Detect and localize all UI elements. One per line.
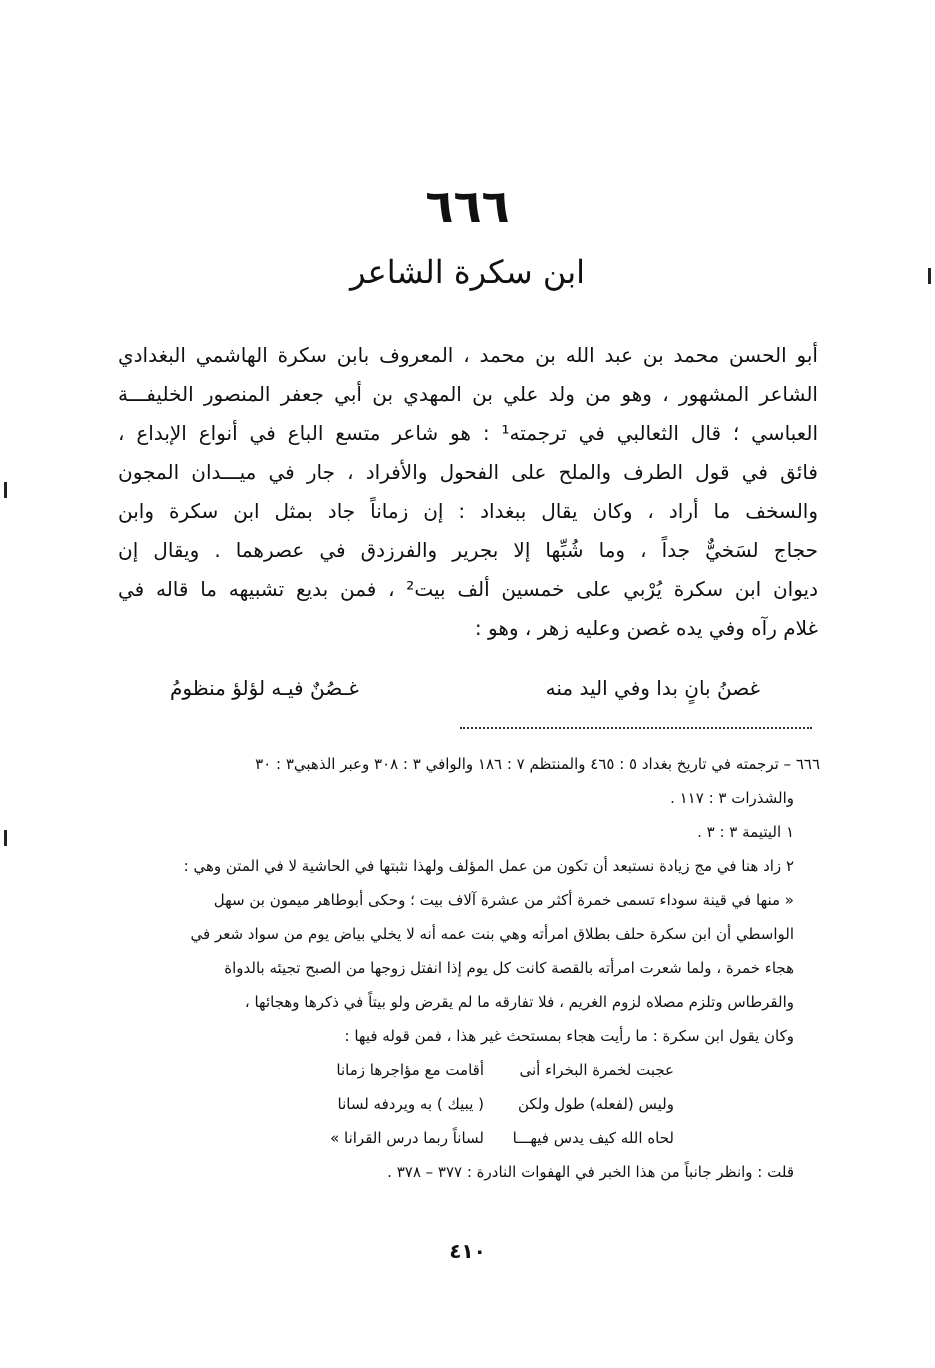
body-line: حجاج لسَخيٌّ جداً ، وما شُبِّها إلا بجرير والفرزدق في عصرهما . ويقال إن — [118, 538, 818, 562]
body-line: الشاعر المشهور ، وهو من ولد علي بن المهدي بن أبي جعفر المنصور الخليفـــة — [118, 382, 818, 406]
footnote-2-line: ٢ زاد هنا في مج زيادة نستبعد أن تكون من عمل المؤلف ولهذا نثبتها في الحاشية لا في المتن وهي : — [183, 857, 794, 875]
footnote-2-line: والقرطاس وتلزم مصلاه لزوم الغريم ، فلا تفارقه ما لم يقرض ولو بيتاً في ذكرها وهجائها ، — [244, 993, 794, 1011]
poem-row — [112, 1087, 674, 1121]
poem-second-hemistich: أقامت مع مؤاجرها زمانا — [336, 1061, 484, 1079]
footnote-poem — [112, 1053, 820, 1155]
reference-line: ٦٦٦ – ترجمته في تاريخ بغداد ٥ : ٤٦٥ والمنتظم ٧ : ١٨٦ والوافي ٣ : ٣٠٨ وعبر الذهبي٣ : ٣٠ — [255, 755, 820, 773]
page-number: ٤١٠ — [449, 1239, 486, 1263]
poem-row — [112, 1053, 674, 1087]
body-line: العباسي ؛ قال الثعالبي في ترجمته¹ : هو شاعر متسع الباع في أنواع الإبداع ، — [118, 421, 818, 445]
poem-second-hemistich: لساناً ربما درس القرانا » — [330, 1129, 484, 1147]
poem-first-hemistich: لحاه الله كيف يدس فيهـــا — [512, 1129, 674, 1147]
scan-edge-mark — [928, 268, 931, 284]
footnote-closing: قلت : وانظر جانباً من هذا الخبر في الهفوات النادرة : ٣٧٧ – ٣٧٨ . — [387, 1163, 794, 1181]
footnote-2-line: الواسطي أن ابن سكرة حلف بطلاق امرأته وهي بنت عمه أنه لا يخلي بياض يوم من سواد شعر في — [190, 925, 794, 943]
footnote-2-line: « منها في قينة سوداء تسمى خمرة أكثر من عشرة آلاف بيت ؛ وحكى أبوطاهر ميمون بن سهل — [213, 891, 794, 909]
reference-line: والشذرات ٣ : ١١٧ . — [670, 789, 794, 807]
body-line: ديوان ابن سكرة يُرْبي على خمسين ألف بيت² ، فمن بديع تشبيهه ما قاله في — [118, 577, 818, 601]
body-line: غلام رآه وفي يده غصن وعليه زهر ، وهو : — [474, 616, 818, 640]
entry-number: ٦٦٦ — [425, 179, 510, 233]
poem-first-hemistich: وليس (لفعله) طول ولكن — [518, 1095, 674, 1113]
scan-edge-mark — [4, 482, 7, 498]
scan-edge-mark — [4, 830, 7, 846]
main-text — [118, 336, 818, 648]
poem-second-hemistich: ( يبيك ) به ويردفه لسانا — [337, 1095, 484, 1113]
verse — [170, 668, 760, 708]
footnote-1: ١ اليتيمة ٣ : ٣ . — [697, 823, 794, 841]
entry-title: ابن سكرة الشاعر — [349, 253, 586, 291]
body-line: والسخف ما أراد ، وكان يقال ببغداد : إن زماناً جاد بمثل ابن سكرة وابن — [118, 499, 818, 523]
body-line: فائق في قول الطرف والملح على الفحول والأفراد ، جار في ميـــدان المجون — [118, 460, 818, 484]
poem-row — [112, 1121, 674, 1155]
footnote-2-line: وكان يقول ابن سكرة : ما رأيت هجاء بمستحث غير هذا ، فمن قوله فيها : — [344, 1027, 794, 1045]
verse-first-hemistich: غصنُ بانٍ بدا وفي اليد منه — [545, 676, 760, 700]
verse-second-hemistich: غـصُنٌ فيـه لؤلؤ منظومُ — [170, 676, 359, 700]
poem-first-hemistich: عجبت لخمرة البخراء أنى — [519, 1061, 674, 1079]
footnote-2-line: هجاء خمرة ، ولما شعرت امرأته بالقصة كانت كل يوم إذا انفتل زوجها من الصبح تجيئه بالدواة — [224, 959, 794, 977]
body-line: أبو الحسن محمد بن عبد الله بن محمد ، المعروف بابن سكرة الهاشمي البغدادي — [118, 343, 818, 367]
footnote-divider — [460, 727, 812, 729]
footnotes — [112, 747, 820, 1189]
